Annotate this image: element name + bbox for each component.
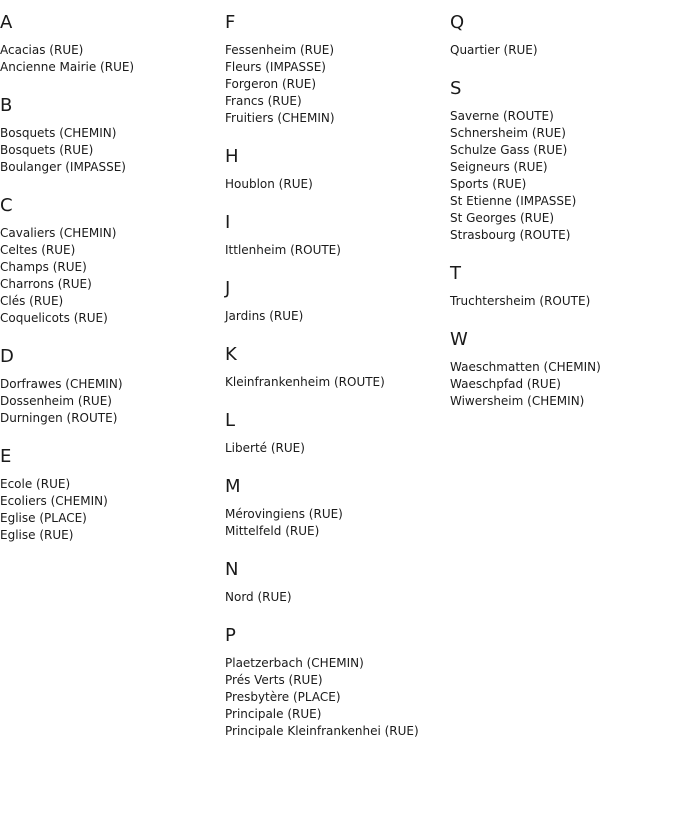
- street-item: Durningen (ROUTE): [0, 411, 118, 425]
- street-item: Ecoliers (CHEMIN): [0, 494, 108, 508]
- street-list: [0, 125, 225, 176]
- street-item: Eglise (PLACE): [0, 511, 87, 525]
- street-item: Prés Verts (RUE): [225, 673, 323, 687]
- street-column-2: [225, 12, 450, 759]
- street-list: [450, 42, 675, 59]
- street-item: Sports (RUE): [450, 177, 527, 191]
- street-list: [0, 476, 225, 544]
- street-item: Principale Kleinfrankenhei (RUE): [225, 724, 419, 738]
- letter-section: [225, 559, 450, 606]
- street-list: [450, 359, 675, 410]
- street-item: Mittelfeld (RUE): [225, 524, 320, 538]
- letter-section: [225, 146, 450, 193]
- section-letter-heading: F: [225, 12, 236, 33]
- street-item: Mérovingiens (RUE): [225, 507, 343, 521]
- street-item: Quartier (RUE): [450, 43, 538, 57]
- street-list: [225, 308, 450, 325]
- street-item: Schnersheim (RUE): [450, 126, 566, 140]
- letter-section: [225, 278, 450, 325]
- street-list: [225, 176, 450, 193]
- street-column-1: [0, 12, 225, 563]
- street-list: [450, 293, 675, 310]
- street-column-3: [450, 12, 675, 429]
- street-item: Cavaliers (CHEMIN): [0, 226, 117, 240]
- street-item: Nord (RUE): [225, 590, 292, 604]
- street-item: Bosquets (CHEMIN): [0, 126, 117, 140]
- letter-section: [0, 446, 225, 544]
- street-list: [225, 655, 450, 740]
- street-item: Principale (RUE): [225, 707, 322, 721]
- letter-section: [450, 329, 675, 410]
- letter-section: [0, 195, 225, 327]
- section-letter-heading: H: [225, 146, 239, 167]
- letter-section: [225, 344, 450, 391]
- street-item: Presbytère (PLACE): [225, 690, 341, 704]
- section-letter-heading: E: [0, 446, 12, 467]
- section-letter-heading: M: [225, 476, 241, 497]
- letter-section: [225, 12, 450, 127]
- street-item: Clés (RUE): [0, 294, 64, 308]
- street-item: Fessenheim (RUE): [225, 43, 335, 57]
- section-letter-heading: C: [0, 195, 13, 216]
- street-item: Francs (RUE): [225, 94, 302, 108]
- street-item: Boulanger (IMPASSE): [0, 160, 126, 174]
- section-letter-heading: D: [0, 346, 14, 367]
- street-list: [225, 374, 450, 391]
- street-list: [0, 225, 225, 327]
- street-item: Saverne (ROUTE): [450, 109, 554, 123]
- section-letter-heading: Q: [450, 12, 465, 33]
- street-item: Schulze Gass (RUE): [450, 143, 568, 157]
- letter-section: [225, 625, 450, 740]
- street-list: [225, 42, 450, 127]
- section-letter-heading: L: [225, 410, 236, 431]
- section-letter-heading: B: [0, 95, 13, 116]
- section-letter-heading: T: [450, 263, 461, 284]
- street-item: Ancienne Mairie (RUE): [0, 60, 135, 74]
- section-letter-heading: N: [225, 559, 239, 580]
- letter-section: [450, 263, 675, 310]
- street-list: [225, 440, 450, 457]
- street-item: Truchtersheim (ROUTE): [450, 294, 591, 308]
- letter-section: [225, 212, 450, 259]
- section-letter-heading: K: [225, 344, 237, 365]
- street-item: Champs (RUE): [0, 260, 87, 274]
- street-list: [225, 589, 450, 606]
- section-letter-heading: J: [225, 278, 231, 299]
- letter-section: [0, 346, 225, 427]
- street-list: [0, 42, 225, 76]
- street-item: Ecole (RUE): [0, 477, 71, 491]
- street-item: Jardins (RUE): [225, 309, 304, 323]
- section-letter-heading: P: [225, 625, 236, 646]
- letter-section: [0, 12, 225, 76]
- letter-section: [0, 95, 225, 176]
- street-item: Liberté (RUE): [225, 441, 305, 455]
- section-letter-heading: S: [450, 78, 462, 99]
- street-item: Wiwersheim (CHEMIN): [450, 394, 585, 408]
- street-item: Plaetzerbach (CHEMIN): [225, 656, 364, 670]
- letter-section: [450, 78, 675, 244]
- street-item: Celtes (RUE): [0, 243, 76, 257]
- street-item: Waeschpfad (RUE): [450, 377, 561, 391]
- street-item: Coquelicots (RUE): [0, 311, 108, 325]
- section-letter-heading: W: [450, 329, 468, 350]
- street-item: Acacias (RUE): [0, 43, 84, 57]
- street-item: Strasbourg (ROUTE): [450, 228, 571, 242]
- street-item: Kleinfrankenheim (ROUTE): [225, 375, 385, 389]
- section-letter-heading: I: [225, 212, 231, 233]
- street-item: Bosquets (RUE): [0, 143, 94, 157]
- street-item: Eglise (RUE): [0, 528, 74, 542]
- street-item: St Georges (RUE): [450, 211, 555, 225]
- street-item: Fleurs (IMPASSE): [225, 60, 326, 74]
- street-item: Ittlenheim (ROUTE): [225, 243, 341, 257]
- letter-section: [225, 476, 450, 540]
- street-item: Waeschmatten (CHEMIN): [450, 360, 601, 374]
- street-item: Charrons (RUE): [0, 277, 92, 291]
- street-item: Dossenheim (RUE): [0, 394, 112, 408]
- street-item: Seigneurs (RUE): [450, 160, 548, 174]
- letter-section: [450, 12, 675, 59]
- section-letter-heading: A: [0, 12, 13, 33]
- street-list: [225, 242, 450, 259]
- street-list: [450, 108, 675, 244]
- letter-section: [225, 410, 450, 457]
- street-list: [225, 506, 450, 540]
- street-item: St Etienne (IMPASSE): [450, 194, 577, 208]
- street-list: [0, 376, 225, 427]
- street-item: Houblon (RUE): [225, 177, 313, 191]
- street-item: Fruitiers (CHEMIN): [225, 111, 335, 125]
- street-item: Dorfrawes (CHEMIN): [0, 377, 123, 391]
- street-item: Forgeron (RUE): [225, 77, 317, 91]
